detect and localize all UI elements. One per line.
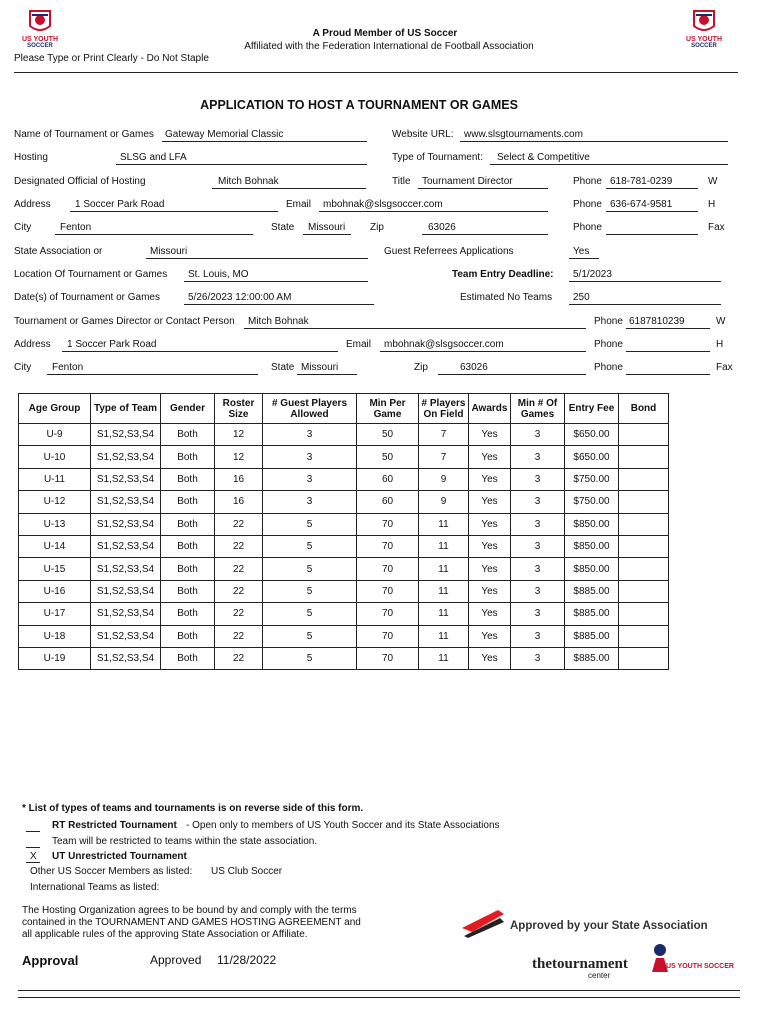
table-cell[interactable]: 60 bbox=[357, 468, 419, 490]
table-cell[interactable]: 3 bbox=[511, 647, 565, 669]
website-label: Website URL: bbox=[392, 129, 454, 140]
approval-label: Approval bbox=[22, 953, 79, 968]
table-cell[interactable]: U-12 bbox=[19, 491, 91, 513]
table-cell[interactable]: 50 bbox=[357, 424, 419, 446]
table-cell[interactable]: 3 bbox=[511, 603, 565, 625]
table-cell[interactable] bbox=[619, 535, 669, 557]
table-cell[interactable]: $885.00 bbox=[565, 647, 619, 669]
tournament-center-logo: thetournament bbox=[532, 956, 628, 972]
director-label: Tournament or Games Director or Contact Person bbox=[14, 316, 235, 327]
table-cell[interactable]: $750.00 bbox=[565, 468, 619, 490]
table-cell[interactable]: 5 bbox=[263, 603, 357, 625]
table-cell[interactable]: Yes bbox=[469, 580, 511, 602]
other-members-value: US Club Soccer bbox=[211, 866, 283, 877]
table-cell[interactable]: 9 bbox=[419, 468, 469, 490]
table-cell[interactable]: Yes bbox=[469, 424, 511, 446]
table-cell[interactable]: 3 bbox=[511, 446, 565, 468]
table-cell[interactable]: 7 bbox=[419, 446, 469, 468]
table-cell[interactable]: S1,S2,S3,S4 bbox=[91, 468, 161, 490]
table-cell[interactable]: 70 bbox=[357, 603, 419, 625]
header-instruction: Please Type or Print Clearly - Do Not Staple bbox=[14, 53, 209, 64]
table-cell[interactable]: S1,S2,S3,S4 bbox=[91, 446, 161, 468]
table-cell[interactable]: 70 bbox=[357, 535, 419, 557]
table-cell[interactable]: Yes bbox=[469, 491, 511, 513]
table-cell[interactable]: 22 bbox=[215, 647, 263, 669]
rt-label: RT Restricted Tournament bbox=[52, 820, 177, 831]
deadline-label: Team Entry Deadline: bbox=[452, 269, 554, 280]
table-cell[interactable]: Both bbox=[161, 491, 215, 513]
table-row bbox=[19, 580, 669, 602]
phone-label-fax: Phone bbox=[573, 222, 602, 233]
table-cell[interactable]: 5 bbox=[263, 535, 357, 557]
col-header: # Players On Field bbox=[419, 394, 469, 424]
email2-field[interactable]: mbohnak@slsgsoccer.com bbox=[384, 339, 504, 350]
email2-label: Email bbox=[346, 339, 372, 350]
phone-h-field[interactable]: 636-674-9581 bbox=[610, 199, 673, 210]
tournament-center-logo-sub: center bbox=[588, 971, 611, 980]
email-field[interactable]: mbohnak@slsgsoccer.com bbox=[323, 199, 443, 210]
h2-label: H bbox=[716, 339, 724, 350]
list-note: * List of types of teams and tournaments is on reverse side of this form. bbox=[22, 803, 364, 814]
tournament-name-label: Name of Tournament or Games bbox=[14, 129, 154, 140]
phone3-label: Phone bbox=[594, 362, 623, 373]
director-phone-field[interactable]: 6187810239 bbox=[629, 316, 685, 327]
team-fee-table bbox=[18, 393, 669, 670]
col-header: # Guest Players Allowed bbox=[263, 394, 357, 424]
table-cell[interactable]: S1,S2,S3,S4 bbox=[91, 625, 161, 647]
table-cell[interactable]: Both bbox=[161, 558, 215, 580]
table-cell[interactable]: 11 bbox=[419, 625, 469, 647]
table-cell[interactable]: S1,S2,S3,S4 bbox=[91, 491, 161, 513]
phone-w-field[interactable]: 618-781-0239 bbox=[610, 176, 673, 187]
table-cell[interactable]: $850.00 bbox=[565, 558, 619, 580]
zip-label: Zip bbox=[370, 222, 384, 233]
phone-label-w: Phone bbox=[573, 176, 602, 187]
table-cell[interactable]: 70 bbox=[357, 513, 419, 535]
title-field[interactable]: Tournament Director bbox=[422, 176, 513, 187]
rt-description-2: Team will be restricted to teams within the state association. bbox=[52, 836, 318, 847]
deadline-field[interactable]: 5/1/2023 bbox=[573, 269, 612, 280]
table-cell[interactable]: 5 bbox=[263, 625, 357, 647]
official-label: Designated Official of Hosting bbox=[14, 176, 146, 187]
table-cell[interactable]: 50 bbox=[357, 446, 419, 468]
ut-label: UT Unrestricted Tournament bbox=[52, 851, 187, 862]
table-cell[interactable]: 60 bbox=[357, 491, 419, 513]
table-row bbox=[19, 603, 669, 625]
international-label: International Teams as listed: bbox=[30, 882, 160, 893]
table-cell[interactable]: Both bbox=[161, 535, 215, 557]
table-row bbox=[19, 424, 669, 446]
table-cell[interactable] bbox=[619, 580, 669, 602]
table-row bbox=[19, 468, 669, 490]
rt-checkbox-line[interactable] bbox=[26, 831, 40, 832]
table-cell[interactable]: Both bbox=[161, 513, 215, 535]
col-header: Bond bbox=[619, 394, 669, 424]
table-cell[interactable]: Yes bbox=[469, 535, 511, 557]
col-header: Awards bbox=[469, 394, 511, 424]
table-cell[interactable]: $850.00 bbox=[565, 513, 619, 535]
location-field[interactable]: St. Louis, MO bbox=[188, 269, 249, 280]
table-cell[interactable]: Both bbox=[161, 468, 215, 490]
table-cell[interactable]: S1,S2,S3,S4 bbox=[91, 580, 161, 602]
fax-label: Fax bbox=[708, 222, 725, 233]
table-cell[interactable]: 70 bbox=[357, 558, 419, 580]
dates-label: Date(s) of Tournament or Games bbox=[14, 292, 160, 303]
table-cell[interactable]: Yes bbox=[469, 647, 511, 669]
table-cell[interactable]: S1,S2,S3,S4 bbox=[91, 535, 161, 557]
table-cell[interactable]: 11 bbox=[419, 580, 469, 602]
email-label: Email bbox=[286, 199, 312, 210]
table-cell[interactable]: Yes bbox=[469, 513, 511, 535]
form-title: APPLICATION TO HOST A TOURNAMENT OR GAMES bbox=[200, 98, 518, 112]
table-cell[interactable]: Yes bbox=[469, 446, 511, 468]
guest-ref-label: Guest Referrees Applications bbox=[384, 246, 514, 257]
city-field[interactable]: Fenton bbox=[60, 222, 92, 233]
table-row bbox=[19, 647, 669, 669]
table-cell[interactable]: Both bbox=[161, 446, 215, 468]
state-field[interactable]: Missouri bbox=[308, 222, 346, 233]
table-cell[interactable]: 5 bbox=[263, 580, 357, 602]
table-cell[interactable]: 3 bbox=[511, 468, 565, 490]
table-cell[interactable]: U-15 bbox=[19, 558, 91, 580]
address-field[interactable]: 1 Soccer Park Road bbox=[75, 199, 165, 210]
table-cell[interactable] bbox=[619, 513, 669, 535]
agreement-line-1: The Hosting Organization agrees to be bound by and comply with the terms bbox=[22, 905, 357, 916]
table-cell[interactable]: Both bbox=[161, 647, 215, 669]
table-cell[interactable]: 70 bbox=[357, 625, 419, 647]
phone-label-h: Phone bbox=[573, 199, 602, 210]
svg-text:US YOUTH: US YOUTH bbox=[685, 36, 723, 43]
usys-badge-logo: US YOUTH SOCCER bbox=[666, 963, 734, 970]
tournament-name-field[interactable]: Gateway Memorial Classic bbox=[165, 129, 284, 140]
footer-line-2 bbox=[18, 997, 740, 998]
table-cell[interactable]: 5 bbox=[263, 558, 357, 580]
table-cell[interactable]: 9 bbox=[419, 491, 469, 513]
w-label: W bbox=[708, 176, 718, 187]
table-cell[interactable]: 11 bbox=[419, 558, 469, 580]
table-cell[interactable]: $650.00 bbox=[565, 446, 619, 468]
table-cell[interactable]: S1,S2,S3,S4 bbox=[91, 603, 161, 625]
table-row bbox=[19, 491, 669, 513]
table-cell[interactable]: 3 bbox=[263, 468, 357, 490]
header-title: A Proud Member of US Soccer bbox=[312, 28, 458, 39]
svg-text:SOCCER: SOCCER bbox=[691, 43, 717, 49]
table-cell[interactable]: U-19 bbox=[19, 647, 91, 669]
state-label: State bbox=[271, 222, 295, 233]
table-cell[interactable]: 3 bbox=[511, 535, 565, 557]
h-label: H bbox=[708, 199, 716, 210]
director-w-label: W bbox=[716, 316, 726, 327]
table-row bbox=[19, 558, 669, 580]
col-header: Age Group bbox=[19, 394, 91, 424]
phone2-label: Phone bbox=[594, 339, 623, 350]
director-field[interactable]: Mitch Bohnak bbox=[248, 316, 309, 327]
table-cell[interactable]: $850.00 bbox=[565, 535, 619, 557]
footer-line-1 bbox=[18, 990, 740, 991]
table-cell[interactable]: 5 bbox=[263, 513, 357, 535]
est-teams-field[interactable]: 250 bbox=[573, 292, 590, 303]
hosting-field[interactable]: SLSG and LFA bbox=[120, 152, 187, 163]
table-cell[interactable]: S1,S2,S3,S4 bbox=[91, 424, 161, 446]
table-cell[interactable] bbox=[619, 558, 669, 580]
state2-label: State bbox=[271, 362, 295, 373]
table-cell[interactable]: Yes bbox=[469, 603, 511, 625]
table-cell[interactable]: S1,S2,S3,S4 bbox=[91, 558, 161, 580]
table-cell[interactable]: 70 bbox=[357, 580, 419, 602]
col-header: Roster Size bbox=[215, 394, 263, 424]
table-cell[interactable]: U-14 bbox=[19, 535, 91, 557]
tournament-type-field[interactable]: Select & Competitive bbox=[497, 152, 590, 163]
zip2-field[interactable]: 63026 bbox=[460, 362, 488, 373]
table-cell[interactable] bbox=[619, 603, 669, 625]
website-field[interactable]: www.slsgtournaments.com bbox=[464, 129, 583, 140]
table-row bbox=[19, 535, 669, 557]
table-cell[interactable]: 11 bbox=[419, 647, 469, 669]
table-cell[interactable]: 16 bbox=[215, 491, 263, 513]
table-cell[interactable]: 16 bbox=[215, 468, 263, 490]
table-cell[interactable]: Both bbox=[161, 625, 215, 647]
official-field[interactable]: Mitch Bohnak bbox=[218, 176, 279, 187]
table-cell[interactable]: 3 bbox=[511, 424, 565, 446]
table-cell[interactable]: U-10 bbox=[19, 446, 91, 468]
table-cell[interactable]: 3 bbox=[511, 558, 565, 580]
table-cell[interactable]: $885.00 bbox=[565, 625, 619, 647]
tournament-type-label: Type of Tournament: bbox=[392, 152, 483, 163]
director-phone-label: Phone bbox=[594, 316, 623, 327]
table-cell[interactable]: 12 bbox=[215, 424, 263, 446]
table-cell[interactable]: 11 bbox=[419, 535, 469, 557]
table-cell[interactable] bbox=[619, 424, 669, 446]
table-cell[interactable]: $750.00 bbox=[565, 491, 619, 513]
table-cell[interactable]: 3 bbox=[511, 625, 565, 647]
state-association-badge bbox=[458, 906, 734, 988]
table-cell[interactable]: 22 bbox=[215, 603, 263, 625]
table-cell[interactable] bbox=[619, 468, 669, 490]
col-header: Min Per Game bbox=[357, 394, 419, 424]
table-row bbox=[19, 625, 669, 647]
table-cell[interactable]: 22 bbox=[215, 535, 263, 557]
approval-date: 11/28/2022 bbox=[217, 953, 277, 967]
hosting-label: Hosting bbox=[14, 152, 48, 163]
fax2-label: Fax bbox=[716, 362, 733, 373]
table-cell[interactable]: $885.00 bbox=[565, 580, 619, 602]
table-cell[interactable]: Both bbox=[161, 603, 215, 625]
city-label: City bbox=[14, 222, 32, 233]
table-cell[interactable]: 5 bbox=[263, 647, 357, 669]
table-cell[interactable]: $650.00 bbox=[565, 424, 619, 446]
col-header: Entry Fee bbox=[565, 394, 619, 424]
table-cell[interactable]: 22 bbox=[215, 558, 263, 580]
city2-field[interactable]: Fenton bbox=[52, 362, 84, 373]
table-header-row bbox=[19, 394, 669, 424]
table-cell[interactable]: S1,S2,S3,S4 bbox=[91, 513, 161, 535]
table-cell[interactable] bbox=[619, 647, 669, 669]
svg-text:US YOUTH: US YOUTH bbox=[21, 36, 59, 43]
dates-field[interactable]: 5/26/2023 12:00:00 AM bbox=[188, 292, 292, 303]
table-cell[interactable]: 3 bbox=[511, 513, 565, 535]
agreement-line-2: contained in the TOURNAMENT AND GAMES HOSTING AGREEMENT and bbox=[22, 917, 361, 928]
rt-description: - Open only to members of US Youth Soccer and its State Associations bbox=[186, 820, 500, 831]
other-members-label: Other US Soccer Members as listed: bbox=[30, 866, 193, 877]
address2-field[interactable]: 1 Soccer Park Road bbox=[67, 339, 157, 350]
svg-text:SOCCER: SOCCER bbox=[27, 43, 53, 49]
table-cell[interactable]: 3 bbox=[263, 424, 357, 446]
table-cell[interactable]: Both bbox=[161, 580, 215, 602]
table-row bbox=[19, 446, 669, 468]
state-assoc-label: State Association or bbox=[14, 246, 103, 257]
table-cell[interactable]: Both bbox=[161, 424, 215, 446]
table-cell[interactable]: Yes bbox=[469, 625, 511, 647]
est-teams-label: Estimated No Teams bbox=[460, 292, 553, 303]
zip2-label: Zip bbox=[414, 362, 428, 373]
table-cell[interactable]: 3 bbox=[263, 491, 357, 513]
table-cell[interactable]: 3 bbox=[263, 446, 357, 468]
address-label: Address bbox=[14, 199, 51, 210]
location-label: Location Of Tournament or Games bbox=[14, 269, 168, 280]
guest-ref-field[interactable]: Yes bbox=[573, 246, 590, 257]
table-cell[interactable]: $885.00 bbox=[565, 603, 619, 625]
table-cell[interactable] bbox=[619, 625, 669, 647]
table-cell[interactable]: 11 bbox=[419, 603, 469, 625]
title-label: Title bbox=[392, 176, 411, 187]
table-cell[interactable]: U-17 bbox=[19, 603, 91, 625]
header-subtitle: Affiliated with the Federation International de Football Association bbox=[244, 41, 534, 52]
table-cell[interactable]: Yes bbox=[469, 468, 511, 490]
ut-checkbox-mark[interactable]: X bbox=[30, 851, 37, 862]
table-cell[interactable] bbox=[619, 446, 669, 468]
agreement-line-3: all applicable rules of the approving State Association or Affiliate. bbox=[22, 929, 308, 940]
table-cell[interactable]: U-16 bbox=[19, 580, 91, 602]
badge-title: Approved by your State Association bbox=[510, 920, 708, 932]
badge-graphic bbox=[458, 906, 734, 988]
col-header: Type of Team bbox=[91, 394, 161, 424]
table-cell[interactable]: 7 bbox=[419, 424, 469, 446]
table-cell[interactable]: 3 bbox=[511, 580, 565, 602]
table-cell[interactable]: 70 bbox=[357, 647, 419, 669]
table-cell[interactable]: U-9 bbox=[19, 424, 91, 446]
col-header: Gender bbox=[161, 394, 215, 424]
address2-label: Address bbox=[14, 339, 51, 350]
table-cell[interactable]: 3 bbox=[511, 491, 565, 513]
approval-status: Approved bbox=[150, 953, 202, 967]
table-cell[interactable]: 11 bbox=[419, 513, 469, 535]
table-cell[interactable]: 22 bbox=[215, 580, 263, 602]
table-cell[interactable]: U-18 bbox=[19, 625, 91, 647]
table-cell[interactable]: Yes bbox=[469, 558, 511, 580]
table-cell[interactable]: 22 bbox=[215, 513, 263, 535]
table-cell[interactable]: U-11 bbox=[19, 468, 91, 490]
table-cell[interactable]: 12 bbox=[215, 446, 263, 468]
col-header: Min # Of Games bbox=[511, 394, 565, 424]
state2-field[interactable]: Missouri bbox=[301, 362, 339, 373]
zip-field[interactable]: 63026 bbox=[428, 222, 456, 233]
table-cell[interactable]: 22 bbox=[215, 625, 263, 647]
city2-label: City bbox=[14, 362, 32, 373]
table-row bbox=[19, 513, 669, 535]
table-cell[interactable]: S1,S2,S3,S4 bbox=[91, 647, 161, 669]
header-divider bbox=[14, 72, 738, 73]
table-cell[interactable] bbox=[619, 491, 669, 513]
table-cell[interactable]: U-13 bbox=[19, 513, 91, 535]
state-assoc-field[interactable]: Missouri bbox=[150, 246, 188, 257]
